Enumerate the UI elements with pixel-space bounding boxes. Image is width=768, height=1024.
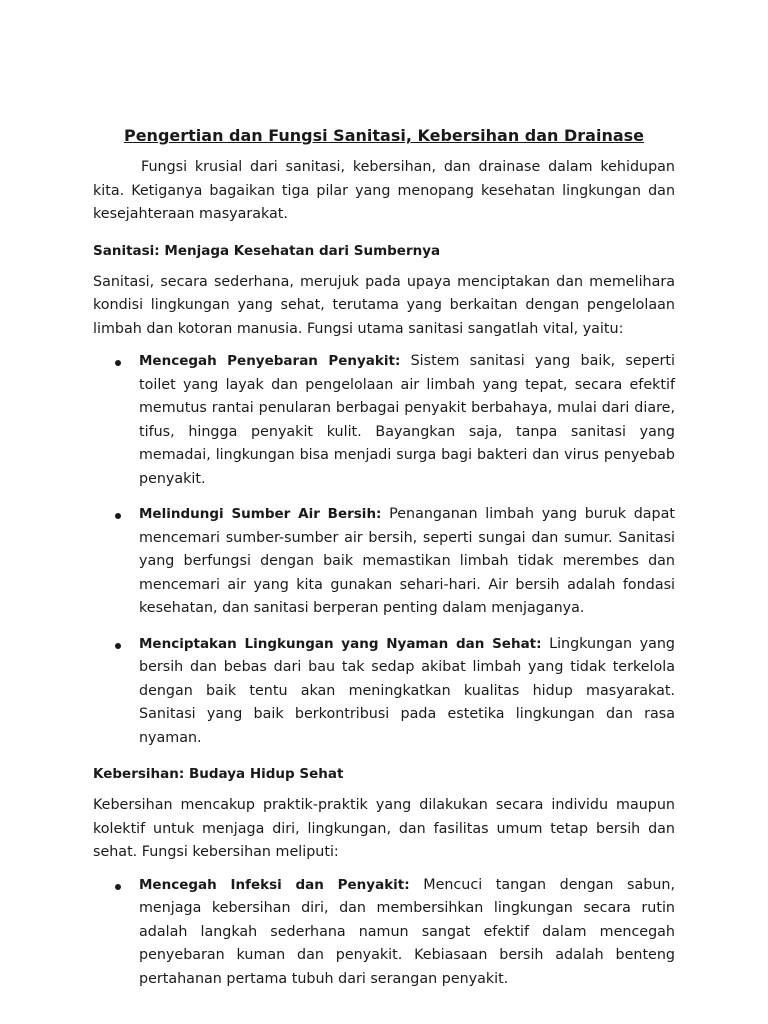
- kebersihan-list: [93, 874, 675, 992]
- section-heading-kebersihan: Kebersihan: Budaya Hidup Sehat: [93, 766, 344, 782]
- bullet-icon: [115, 513, 121, 519]
- list-item-text: Penanganan limbah yang buruk dapat mencemari sumber-sumber air bersih, seperti sungai dan sumur. Sanitasi yang berfungsi dengan baik memastikan limbah tidak merembes dan mencemari air yang kita gunakan sehari-hari. Air bersih adalah fondasi kesehatan, dan sanitasi berperan penting dalam menjaganya.: [139, 506, 675, 616]
- list-item-text: Mencuci tangan dengan sabun, menjaga kebersihan diri, dan membersihkan lingkungan secara rutin adalah langkah sederhana namun sangat efektif dalam mencegah penyebaran kuman dan penyakit. Kebiasaan bersih adalah benteng pertahanan pertama tubuh dari serangan penyakit.: [139, 876, 676, 987]
- document-page: [93, 126, 675, 1003]
- intro-paragraph: Fungsi krusial dari sanitasi, kebersihan, dan drainase dalam kehidupan kita. Ketiganya bagaikan tiga pilar yang menopang kesehatan lingkungan dan kesejahteraan masyarakat.: [93, 159, 675, 222]
- bullet-icon: [115, 360, 121, 366]
- section-paragraph-sanitasi: Sanitasi, secara sederhana, merujuk pada upaya menciptakan dan memelihara kondisi lingkungan yang sehat, terutama yang berkaitan dengan pengelolaan limbah dan kotoran manusia. Fungsi utama sanitasi sangatlah vital, yaitu:: [93, 273, 675, 337]
- list-item: [93, 874, 675, 992]
- list-item-term: Menciptakan Lingkungan yang Nyaman dan Sehat:: [139, 635, 542, 652]
- list-item-text: Lingkungan yang bersih dan bebas dari bau tak sedap akibat limbah yang tidak terkelola dengan baik tentu akan meningkatkan kualitas hidup masyarakat. Sanitasi yang baik berkontribusi pada estetika lingkungan dan rasa nyaman.: [139, 635, 675, 746]
- sanitasi-list: [93, 350, 675, 750]
- list-item: [93, 350, 675, 491]
- bullet-icon: [115, 884, 121, 890]
- list-item-text: Sistem sanitasi yang baik, seperti toilet yang layak dan pengelolaan air limbah yang tepat, secara efektif memutus rantai penularan berbagai penyakit berbahaya, mulai dari diare, tifus, hingga penyakit kulit. Bayangkan saja, tanpa sanitasi yang memadai, lingkungan bisa menjadi surga bagi bakteri dan virus penyebab penyakit.: [139, 353, 675, 487]
- section-paragraph-kebersihan: Kebersihan mencakup praktik-praktik yang dilakukan secara individu maupun kolektif untuk menjaga diri, lingkungan, dan fasilitas umum tetap bersih dan sehat. Fungsi kebersihan meliputi:: [93, 797, 675, 860]
- document-title: Pengertian dan Fungsi Sanitasi, Kebersihan dan Drainase: [123, 126, 645, 145]
- list-item-term: Melindungi Sumber Air Bersih:: [139, 506, 382, 522]
- list-item: [93, 633, 675, 751]
- list-item: [93, 503, 675, 621]
- bullet-icon: [115, 643, 121, 649]
- section-heading-sanitasi: Sanitasi: Menjaga Kesehatan dari Sumbernya: [93, 242, 441, 259]
- list-item-term: Mencegah Infeksi dan Penyakit:: [139, 876, 410, 893]
- list-item-term: Mencegah Penyebaran Penyakit:: [139, 353, 401, 369]
